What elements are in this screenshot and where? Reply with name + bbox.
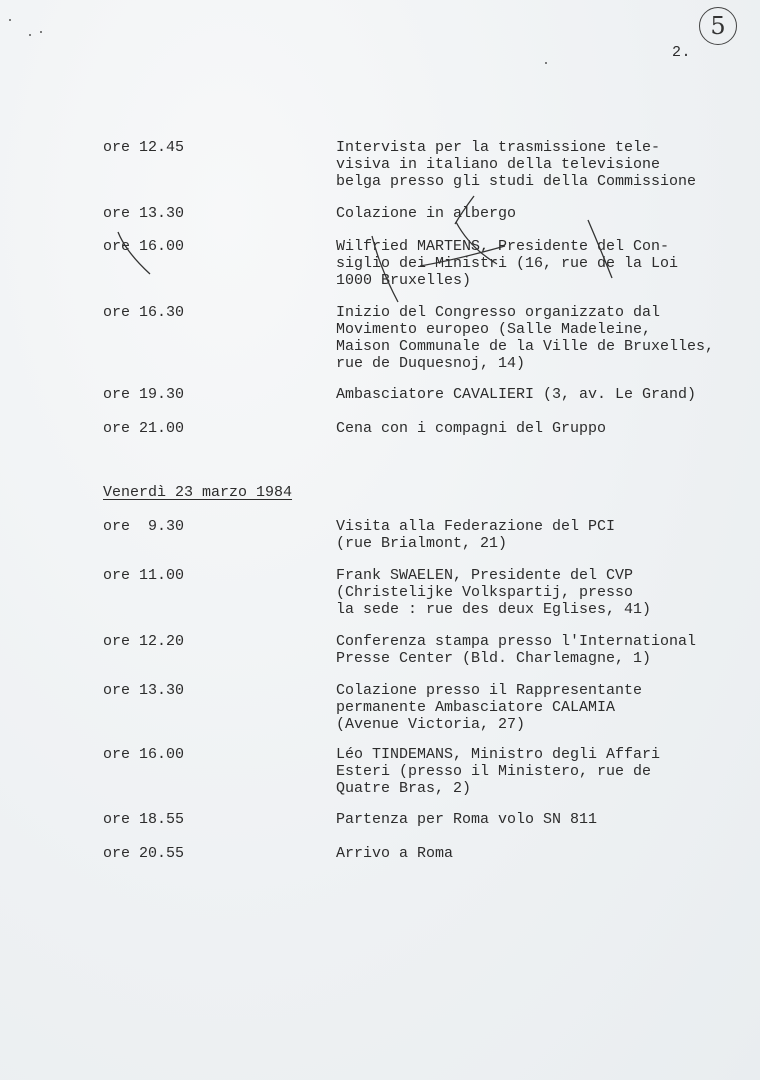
description-line: permanente Ambasciatore CALAMIA	[336, 699, 616, 716]
entry-description	[336, 746, 746, 797]
description-line: Conferenza stampa presso l'International	[336, 633, 697, 650]
page-number: 2.	[672, 44, 692, 61]
description-line: 1000 Bruxelles)	[336, 272, 472, 289]
description-line: Léo TINDEMANS, Ministro degli Affari	[336, 746, 661, 763]
entry-description	[336, 238, 746, 289]
entry-time: ore 12.45	[103, 139, 185, 156]
paper-speck	[40, 31, 42, 33]
description-line: Arrivo a Roma	[336, 845, 454, 862]
entry-description	[336, 304, 746, 372]
description-line: rue de Duquesnoj, 14)	[336, 355, 526, 372]
paper-speck	[545, 62, 547, 64]
entry-description	[336, 811, 746, 828]
entry-time: ore 16.00	[103, 746, 185, 763]
description-line: Wilfried MARTENS, Presidente del Con-	[336, 238, 670, 255]
entry-time: ore 11.00	[103, 567, 185, 584]
entry-time: ore 12.20	[103, 633, 185, 650]
entry-description	[336, 567, 746, 618]
entry-description	[336, 420, 746, 437]
entry-description	[336, 845, 746, 862]
description-line: Presse Center (Bld. Charlemagne, 1)	[336, 650, 652, 667]
entry-description	[336, 633, 746, 667]
entry-time: ore 18.55	[103, 811, 185, 828]
entry-description	[336, 205, 746, 222]
entry-time: ore 16.00	[103, 238, 185, 255]
entry-time: ore 13.30	[103, 682, 185, 699]
description-line: Visita alla Federazione del PCI	[336, 518, 616, 535]
entry-time: ore 13.30	[103, 205, 185, 222]
paper-speck	[9, 19, 11, 21]
description-line: Colazione in albergo	[336, 205, 517, 222]
description-line: siglio dei Ministri (16, rue de la Loi	[336, 255, 679, 272]
description-line: Maison Communale de la Ville de Bruxelles,	[336, 338, 715, 355]
handwritten-page-stamp: 5	[699, 7, 737, 45]
description-line: visiva in italiano della televisione	[336, 156, 661, 173]
entry-description	[336, 386, 746, 403]
description-line: Ambasciatore CAVALIERI (3, av. Le Grand)	[336, 386, 697, 403]
description-line: Movimento europeo (Salle Madeleine,	[336, 321, 652, 338]
entry-time: ore 9.30	[103, 518, 185, 535]
entry-time: ore 16.30	[103, 304, 185, 321]
entry-description	[336, 682, 746, 733]
entry-time: ore 21.00	[103, 420, 185, 437]
description-line: Colazione presso il Rappresentante	[336, 682, 643, 699]
day-heading: Venerdì 23 marzo 1984	[103, 484, 293, 501]
description-line: belga presso gli studi della Commissione	[336, 173, 697, 190]
description-line: Intervista per la trasmissione tele-	[336, 139, 661, 156]
paper-speck	[29, 34, 31, 36]
description-line: (Avenue Victoria, 27)	[336, 716, 526, 733]
description-line: la sede : rue des deux Eglises, 41)	[336, 601, 652, 618]
entry-description	[336, 518, 746, 552]
entry-description	[336, 139, 746, 190]
description-line: (rue Brialmont, 21)	[336, 535, 508, 552]
entry-time: ore 19.30	[103, 386, 185, 403]
description-line: Cena con i compagni del Gruppo	[336, 420, 607, 437]
description-line: Frank SWAELEN, Presidente del CVP	[336, 567, 634, 584]
entry-time: ore 20.55	[103, 845, 185, 862]
description-line: (Christelijke Volkspartij, presso	[336, 584, 634, 601]
description-line: Esteri (presso il Ministero, rue de	[336, 763, 652, 780]
description-line: Partenza per Roma volo SN 811	[336, 811, 598, 828]
description-line: Inizio del Congresso organizzato dal	[336, 304, 661, 321]
description-line: Quatre Bras, 2)	[336, 780, 472, 797]
